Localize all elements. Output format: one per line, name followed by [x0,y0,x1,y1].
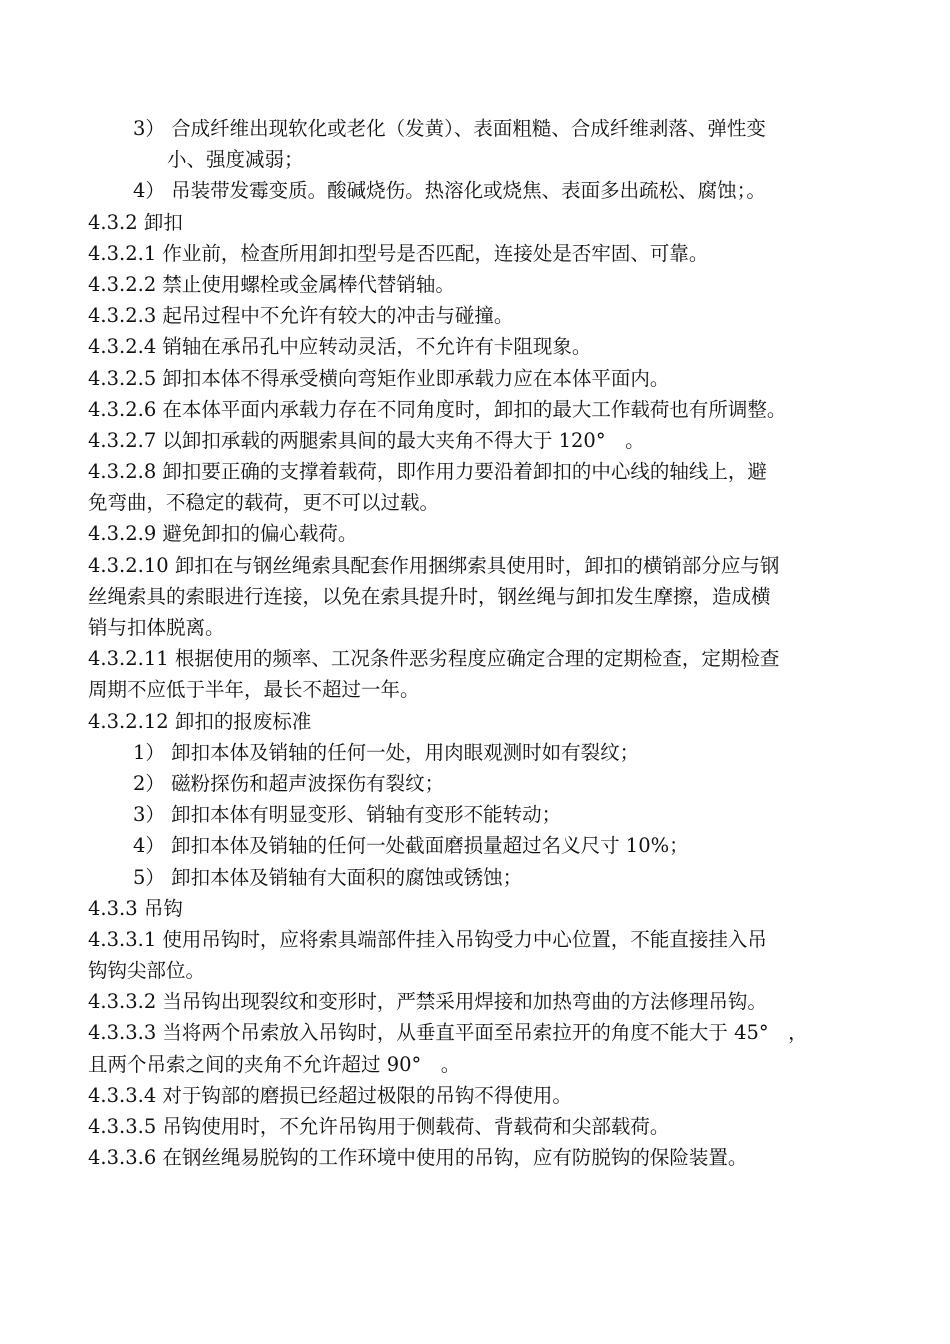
text-line: 4.3.3.3 当将两个吊索放入吊钩时，从垂直平面至吊索拉开的角度不能大于 45° ， [88,1021,808,1045]
text-line: 小、强度减弱； [167,148,304,172]
text-line: 4） 吊装带发霉变质。酸碱烧伤。热溶化或烧焦、表面多出疏松、腐蚀；。 [133,179,766,203]
text-line: 4.3.2.6 在本体平面内承载力存在不同角度时，卸扣的最大工作载荷也有所调整。 [88,397,787,421]
text-line: 4.3.2.1 作业前，检查所用卸扣型号是否匹配，连接处是否牢固、可靠。 [88,241,709,265]
document-body [88,113,868,1173]
text-line: 免弯曲，不稳定的载荷，更不可以过载。 [88,491,440,515]
text-line: 4.3.2.2 禁止使用螺栓或金属棒代替销轴。 [88,272,455,296]
text-line: 4.3.2.7 以卸扣承载的两腿索具间的最大夹角不得大于 120° 。 [88,428,645,452]
text-line: 且两个吊索之间的夹角不允许超过 90° 。 [88,1052,461,1076]
text-line: 销与扣体脱离。 [88,616,225,639]
text-line: 4.3.3 吊钩 [88,896,183,920]
text-line: 4） 卸扣本体及销轴的任何一处截面磨损量超过名义尺寸 10%； [133,834,689,858]
text-line: 4.3.2.9 避免卸扣的偏心载荷。 [88,522,358,546]
text-line: 周期不应低于半年，最长不超过一年。 [88,678,420,702]
text-line: 4.3.2.3 起吊过程中不允许有较大的冲击与碰撞。 [88,304,514,328]
text-line: 4.3.2.10 卸扣在与钢丝绳索具配套作用捆绑索具使用时，卸扣的横销部分应与钢 [88,553,780,577]
text-line: 4.3.2.5 卸扣本体不得承受横向弯矩作业即承载力应在本体平面内。 [88,366,670,390]
text-line: 4.3.2.12 卸扣的报废标准 [88,709,312,733]
text-line: 4.3.2.11 根据使用的频率、工况条件恶劣程度应确定合理的定期检查，定期检查 [88,647,780,671]
text-line: 4.3.3.5 吊钩使用时，不允许吊钩用于侧载荷、背载荷和尖部载荷。 [88,1115,670,1138]
text-line: 丝绳索具的索眼进行连接，以免在索具提升时，钢丝绳与卸扣发生摩擦，造成横 [88,584,771,608]
text-line: 4.3.2.4 销轴在承吊孔中应转动灵活，不允许有卡阻现象。 [88,335,592,359]
text-line: 3） 卸扣本体有明显变形、销轴有变形不能转动； [133,803,562,827]
text-line: 4.3.3.1 使用吊钩时，应将索具端部件挂入吊钩受力中心位置，不能直接挂入吊 [88,927,767,951]
text-line: 钩钩尖部位。 [88,959,206,983]
text-line: 1） 卸扣本体及销轴的任何一处，用肉眼观测时如有裂纹； [133,740,640,764]
text-line: 5） 卸扣本体及销轴有大面积的腐蚀或锈蚀； [133,865,523,889]
text-line: 3） 合成纤维出现软化或老化（发黄）、表面粗糙、合成纤维剥落、弹性变 [133,117,766,140]
text-line: 4.3.2 卸扣 [88,210,183,234]
text-line: 2） 磁粉探伤和超声波探伤有裂纹； [133,771,445,795]
text-line: 4.3.2.8 卸扣要正确的支撑着载荷，即作用力要沿着卸扣的中心线的轴线上，避 [88,460,767,484]
text-line: 4.3.3.2 当吊钩出现裂纹和变形时，严禁采用焊接和加热弯曲的方法修理吊钩。 [88,990,767,1014]
text-line: 4.3.3.4 对于钩部的磨损已经超过极限的吊钩不得使用。 [88,1083,572,1107]
text-line: 4.3.3.6 在钢丝绳易脱钩的工作环境中使用的吊钩，应有防脱钩的保险装置。 [88,1146,748,1170]
